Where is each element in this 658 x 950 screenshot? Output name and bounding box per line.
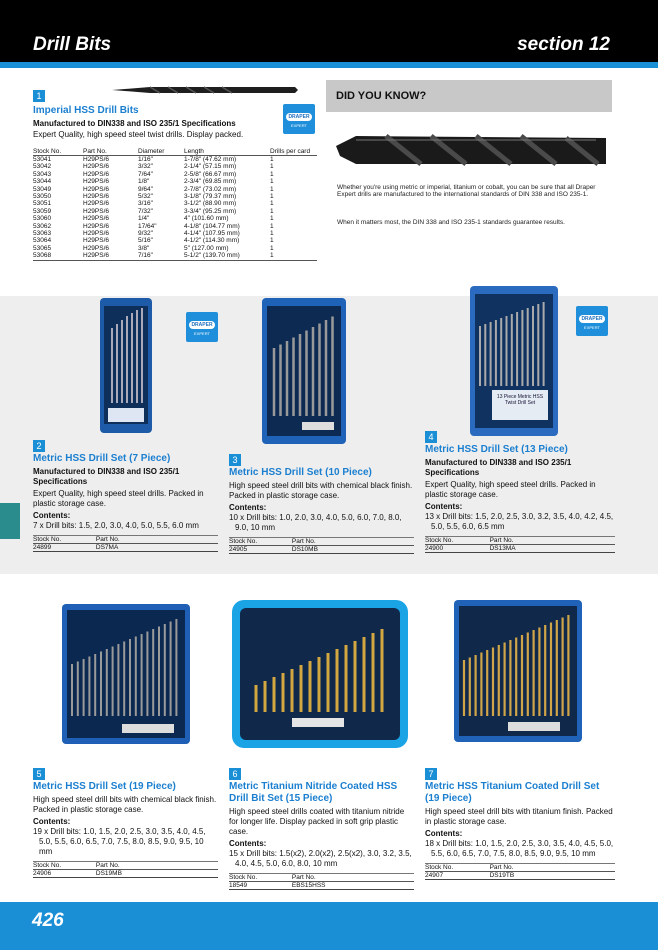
product-title: Metric HSS Titanium Coated Drill Set (19 Piece) [425, 781, 600, 804]
col-stock: Stock No. [425, 537, 490, 545]
col-part: Part No. [96, 536, 218, 544]
imperial-spec-table [33, 148, 317, 261]
table-cell: 1 [270, 215, 274, 223]
item-number-badge: 6 [229, 768, 241, 780]
table-cell: 1 [270, 222, 274, 230]
table-cell: 4-1/8" (104.77 mm) [184, 222, 240, 230]
stock-table [229, 873, 414, 890]
page-header [0, 0, 658, 62]
stock-number: 18549 [229, 882, 292, 890]
part-number: DS19TB [490, 872, 615, 880]
table-cell: 1 [270, 237, 274, 245]
table-row [33, 215, 317, 222]
table-cell: H29PS/6 [83, 170, 110, 178]
product-description: Expert Quality, high speed steel twist drills. Display packed. [33, 130, 244, 139]
table-row [33, 208, 317, 215]
table-cell: H29PS/6 [83, 200, 110, 208]
draper-logo: DRAPER EXPERT [186, 312, 218, 342]
table-cell: 3-3/4" (95.25 mm) [184, 207, 237, 215]
contents-label: Contents: [229, 503, 267, 512]
table-cell: 5/32" [138, 193, 153, 201]
stock-number: 24899 [33, 544, 96, 552]
table-cell: 7/32" [138, 207, 153, 215]
contents-label: Contents: [425, 502, 463, 511]
col-diameter: Diameter [138, 148, 184, 156]
table-cell: 53050 [33, 193, 52, 201]
table-cell: 1 [270, 193, 274, 201]
table-cell: 3-1/2" (88.90 mm) [184, 200, 237, 208]
table-cell: 4-1/2" (114.30 mm) [184, 237, 240, 245]
table-cell: 5-1/2" (139.70 mm) [184, 252, 270, 260]
table-cell: H29PS/6 [83, 252, 138, 260]
contents-label: Contents: [229, 839, 267, 848]
page-number: 426 [32, 910, 64, 931]
product-title: Metric HSS Drill Set (10 Piece) [229, 467, 372, 478]
product-block [425, 768, 615, 880]
product-title: Metric HSS Drill Set (7 Piece) [33, 453, 171, 464]
drill-case-10pc [262, 298, 346, 444]
stock-number: 24900 [425, 545, 490, 553]
product-block [425, 431, 615, 553]
table-cell: 53062 [33, 222, 52, 230]
stock-table [229, 537, 414, 554]
product-block [229, 454, 414, 554]
table-cell: 53043 [33, 170, 52, 178]
table-cell: 3/32" [138, 163, 153, 171]
product-description: Expert Quality, high speed steel drills. Packed in plastic storage case. [33, 489, 204, 508]
product-description: High speed steel drill bits with titanium finish. Packed in plastic storage case. [425, 807, 613, 826]
drill-bit-image [110, 79, 300, 101]
item-number-badge: 7 [425, 768, 437, 780]
table-cell: 53044 [33, 178, 52, 186]
part-number: DS7MA [96, 544, 218, 552]
contents-list: 15 x Drill bits: 1.5(x2), 2.0(x2), 2.5(x2), 3.0, 3.2, 3.5, 4.0, 4.5, 5.0, 6.0, 8.0, 10 mm [229, 849, 412, 868]
table-cell: 1 [270, 156, 274, 163]
stock-table [425, 863, 615, 880]
table-cell: 2-3/4" (69.85 mm) [184, 178, 237, 186]
table-row [33, 178, 317, 185]
drill-case-7pc [100, 298, 152, 433]
table-cell: 3/16" [138, 200, 153, 208]
table-row [33, 223, 317, 230]
table-cell: 2-1/4" (57.15 mm) [184, 163, 237, 171]
product-description: High speed steel drill bits with chemical black finish. Packed in plastic storage case. [33, 795, 217, 814]
stock-number: 24907 [425, 872, 490, 880]
table-cell: 53063 [33, 230, 52, 238]
table-cell: 1-7/8" (47.62 mm) [184, 156, 237, 163]
contents-list: 10 x Drill bits: 1.0, 2.0, 3.0, 4.0, 5.0, 6.0, 7.0, 8.0, 9.0, 10 mm [229, 513, 402, 532]
table-cell: 53059 [33, 207, 52, 215]
drill-case-13pc [470, 286, 558, 436]
draper-logo: DRAPER EXPERT [576, 306, 608, 336]
item-number-badge: 2 [33, 440, 45, 452]
table-cell: 1 [270, 178, 274, 186]
table-cell: H29PS/6 [83, 156, 110, 163]
col-stock: Stock No. [33, 862, 96, 870]
table-row [33, 230, 317, 237]
table-cell: 9/32" [138, 230, 153, 238]
contents-list: 7 x Drill bits: 1.5, 2.0, 3.0, 4.0, 5.0, 5.5, 6.0 mm [33, 521, 199, 530]
table-cell: H29PS/6 [83, 230, 110, 238]
table-cell: 4" (101.60 mm) [184, 215, 229, 223]
stock-table [33, 861, 218, 878]
table-cell: H29PS/6 [83, 185, 110, 193]
drill-case-19pc-ti [454, 600, 582, 742]
table-cell: 1 [270, 230, 274, 238]
table-cell: 1 [270, 170, 274, 178]
table-cell: 3/8" [138, 244, 150, 252]
did-you-know-text-2: When it matters most, the DIN 338 and ISO 235-1 standards guarantee results. [337, 219, 565, 226]
table-cell: 2-7/8" (73.02 mm) [184, 185, 237, 193]
table-cell: H29PS/6 [83, 207, 110, 215]
part-number: DS10MB [292, 546, 414, 554]
case-label: 13 Piece Metric HSS Twist Drill Set [496, 394, 544, 406]
col-drills: Drills per card [270, 148, 317, 156]
table-cell: H29PS/6 [83, 222, 110, 230]
table-cell: 7/64" [138, 170, 153, 178]
table-cell: 53064 [33, 237, 52, 245]
table-cell: 53065 [33, 244, 52, 252]
contents-list: 13 x Drill bits: 1.5, 2.0, 2.5, 3.0, 3.2, 3.5, 4.0, 4.2, 4.5, 5.0, 5.5, 6.0, 6.5 mm [425, 512, 614, 531]
item-number-badge: 4 [425, 431, 437, 443]
table-cell: H29PS/6 [83, 237, 110, 245]
contents-list: 19 x Drill bits: 1.0, 1.5, 2.0, 2.5, 3.0, 3.5, 4.0, 4.5, 5.0, 5.5, 6.0, 6.5, 7.0, 7.5, 8.0, 8.5, 9.0, 9.5, 10 mm [33, 827, 206, 856]
section-side-tab [0, 503, 20, 539]
large-drill-bit-image [326, 112, 612, 184]
table-cell: 1/16" [138, 156, 153, 163]
part-number: DS19MB [96, 870, 218, 878]
product-spec: Manufactured to DIN338 and ISO 235/1 Specifications [425, 458, 572, 477]
section-number: section 12 [517, 34, 610, 55]
table-cell: H29PS/6 [83, 215, 110, 223]
table-row [33, 163, 317, 170]
item-number-badge: 1 [33, 90, 45, 102]
table-row [33, 237, 317, 244]
part-number: DS13MA [490, 545, 615, 553]
product-title: Metric HSS Drill Set (13 Piece) [425, 444, 568, 455]
table-cell: 53068 [33, 252, 83, 260]
table-cell: 53049 [33, 185, 52, 193]
drill-case-19pc-black [62, 604, 190, 744]
product-title: Imperial HSS Drill Bits [33, 105, 139, 116]
col-stock: Stock No. [229, 538, 292, 546]
col-part: Part No. [96, 862, 218, 870]
did-you-know-text-1: Whether you're using metric or imperial, titanium or cobalt, you can be sure that all Draper Expert drills are manufactured to the international standards of DIN 338 and ISO 235-1. [337, 184, 596, 199]
table-row [33, 200, 317, 207]
table-cell: 3-1/8" (79.37 mm) [184, 193, 237, 201]
did-you-know-title: DID YOU KNOW? [336, 90, 427, 102]
table-cell: 5/16" [138, 237, 153, 245]
product-title: Metric Titanium Nitride Coated HSS Drill Bit Set (15 Piece) [229, 781, 398, 804]
stock-table [425, 536, 615, 553]
contents-label: Contents: [33, 511, 71, 520]
col-stock: Stock No. [229, 874, 292, 882]
table-cell: 1 [270, 207, 274, 215]
table-cell: H29PS/6 [83, 178, 110, 186]
table-cell: 53041 [33, 156, 52, 163]
section-title: Drill Bits [33, 34, 112, 55]
draper-logo: DRAPER EXPERT [283, 104, 315, 134]
table-cell: 53060 [33, 215, 52, 223]
product-description: High speed steel drill bits with chemical black finish. Packed in plastic storage case. [229, 481, 413, 500]
table-cell: 53051 [33, 200, 52, 208]
table-cell: 17/64" [138, 222, 157, 230]
product-description: Expert Quality, high speed steel drills. Packed in plastic storage case. [425, 480, 596, 499]
table-cell: H29PS/6 [83, 244, 110, 252]
page-footer [0, 902, 658, 950]
table-cell: 9/64" [138, 185, 153, 193]
table-cell: 2-5/8" (66.67 mm) [184, 170, 237, 178]
col-length: Length [184, 148, 270, 156]
table-cell: 1/8" [138, 178, 150, 186]
stock-number: 24906 [33, 870, 96, 878]
table-row [33, 156, 317, 164]
col-part: Part No. [490, 537, 615, 545]
col-stock: Stock No. [33, 536, 96, 544]
contents-label: Contents: [33, 817, 71, 826]
col-part: Part No. [490, 864, 615, 872]
table-cell: 1 [270, 244, 274, 252]
col-part: Part No. [292, 538, 414, 546]
col-part: Part No. [292, 874, 414, 882]
col-part: Part No. [83, 148, 138, 156]
product-title: Metric HSS Drill Set (19 Piece) [33, 781, 176, 792]
product-block [229, 768, 414, 890]
table-cell: 5" (127.00 mm) [184, 244, 229, 252]
table-cell: 1 [270, 252, 317, 260]
col-stock: Stock No. [33, 148, 83, 156]
contents-label: Contents: [425, 829, 463, 838]
product-block [33, 768, 218, 878]
did-you-know-banner [326, 80, 612, 112]
table-cell: 53042 [33, 163, 52, 171]
item-number-badge: 3 [229, 454, 241, 466]
product-description: High speed steel drills coated with titanium nitride for longer life. Display packed in soft grip plastic case. [229, 807, 405, 836]
stock-number: 24905 [229, 546, 292, 554]
table-cell: 1 [270, 200, 274, 208]
drill-case-15pc-tin [232, 600, 408, 748]
table-cell: 1/4" [138, 215, 150, 223]
col-stock: Stock No. [425, 864, 490, 872]
product-spec: Manufactured to DIN338 and ISO 235/1 Specifications [33, 467, 180, 486]
table-row [33, 252, 317, 260]
table-row [33, 193, 317, 200]
product-block [33, 440, 218, 552]
table-row [33, 186, 317, 193]
contents-list: 18 x Drill bits: 1.0, 1.5, 2.0, 2.5, 3.0, 3.5, 4.0, 4.5, 5.0, 5.5, 6.0, 6.5, 7.0, 7.5, 8.0, 8.5, 9.0, 9.5, 10 mm [425, 839, 614, 858]
stock-table [33, 535, 218, 552]
table-cell: 1 [270, 163, 274, 171]
product-spec: Manufactured to DIN338 and ISO 235/1 Specifications [33, 119, 236, 128]
table-cell: 4-1/4" (107.95 mm) [184, 230, 240, 238]
item-number-badge: 5 [33, 768, 45, 780]
table-cell: H29PS/6 [83, 193, 110, 201]
table-cell: 1 [270, 185, 274, 193]
table-row [33, 245, 317, 252]
table-cell: 7/16" [138, 252, 184, 260]
part-number: EBS15HSS [292, 882, 414, 890]
header-accent-bar [0, 62, 658, 68]
table-row [33, 171, 317, 178]
table-cell: H29PS/6 [83, 163, 110, 171]
